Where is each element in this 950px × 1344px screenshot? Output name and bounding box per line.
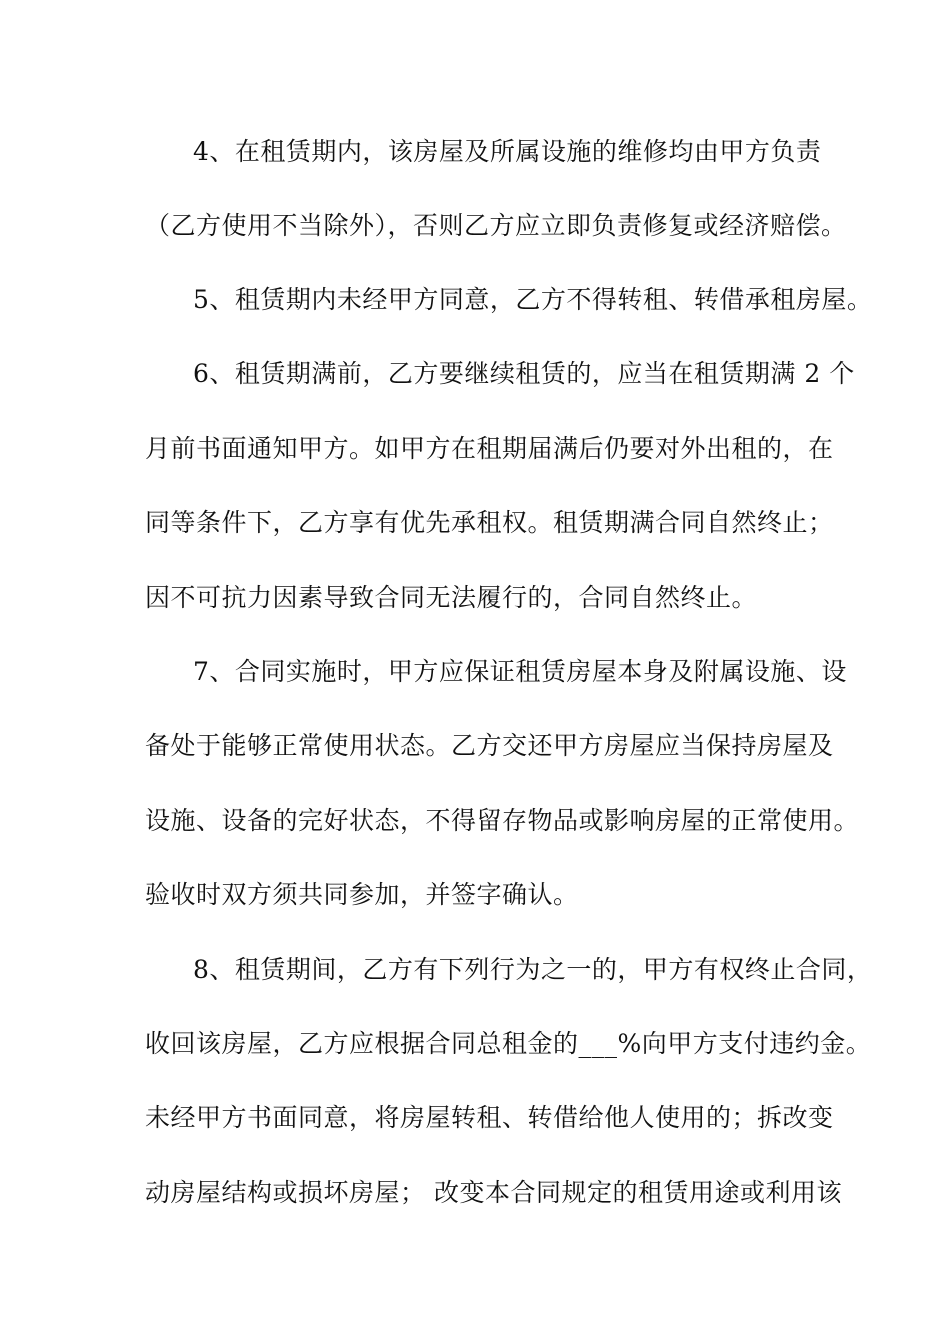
text-line: 验收时双方须共同参加，并签字确认。	[145, 880, 579, 909]
text-line: 收回该房屋，乙方应根据合同总租金的___%向甲方支付违约金。	[145, 1029, 872, 1058]
text-line: 未经甲方书面同意，将房屋转租、转借给他人使用的；拆改变	[145, 1103, 834, 1132]
text-line: （乙方使用不当除外），否则乙方应立即负责修复或经济赔偿。	[145, 211, 847, 240]
text-line: 4、在租赁期内，该房屋及所属设施的维修均由甲方负责	[193, 137, 822, 166]
text-line: 备处于能够正常使用状态。乙方交还甲方房屋应当保持房屋及	[145, 731, 834, 760]
text-line: 因不可抗力因素导致合同无法履行的，合同自然终止。	[145, 583, 758, 612]
text-line: 月前书面通知甲方。如甲方在租期届满后仍要对外出租的，在	[145, 434, 834, 463]
text-line: 7、合同实施时，甲方应保证租赁房屋本身及附属设施、设	[193, 657, 847, 686]
text-line: 6、租赁期满前，乙方要继续租赁的，应当在租赁期满 2 个	[193, 359, 855, 388]
text-line: 设施、设备的完好状态，不得留存物品或影响房屋的正常使用。	[145, 806, 860, 835]
text-line: 8、租赁期间，乙方有下列行为之一的，甲方有权终止合同，	[193, 955, 873, 984]
text-line: 动房屋结构或损坏房屋； 改变本合同规定的租赁用途或利用该	[145, 1178, 842, 1207]
text-line: 5、租赁期内未经甲方同意，乙方不得转租、转借承租房屋。	[193, 285, 873, 314]
text-line: 同等条件下，乙方享有优先承租权。租赁期满合同自然终止；	[145, 508, 834, 537]
